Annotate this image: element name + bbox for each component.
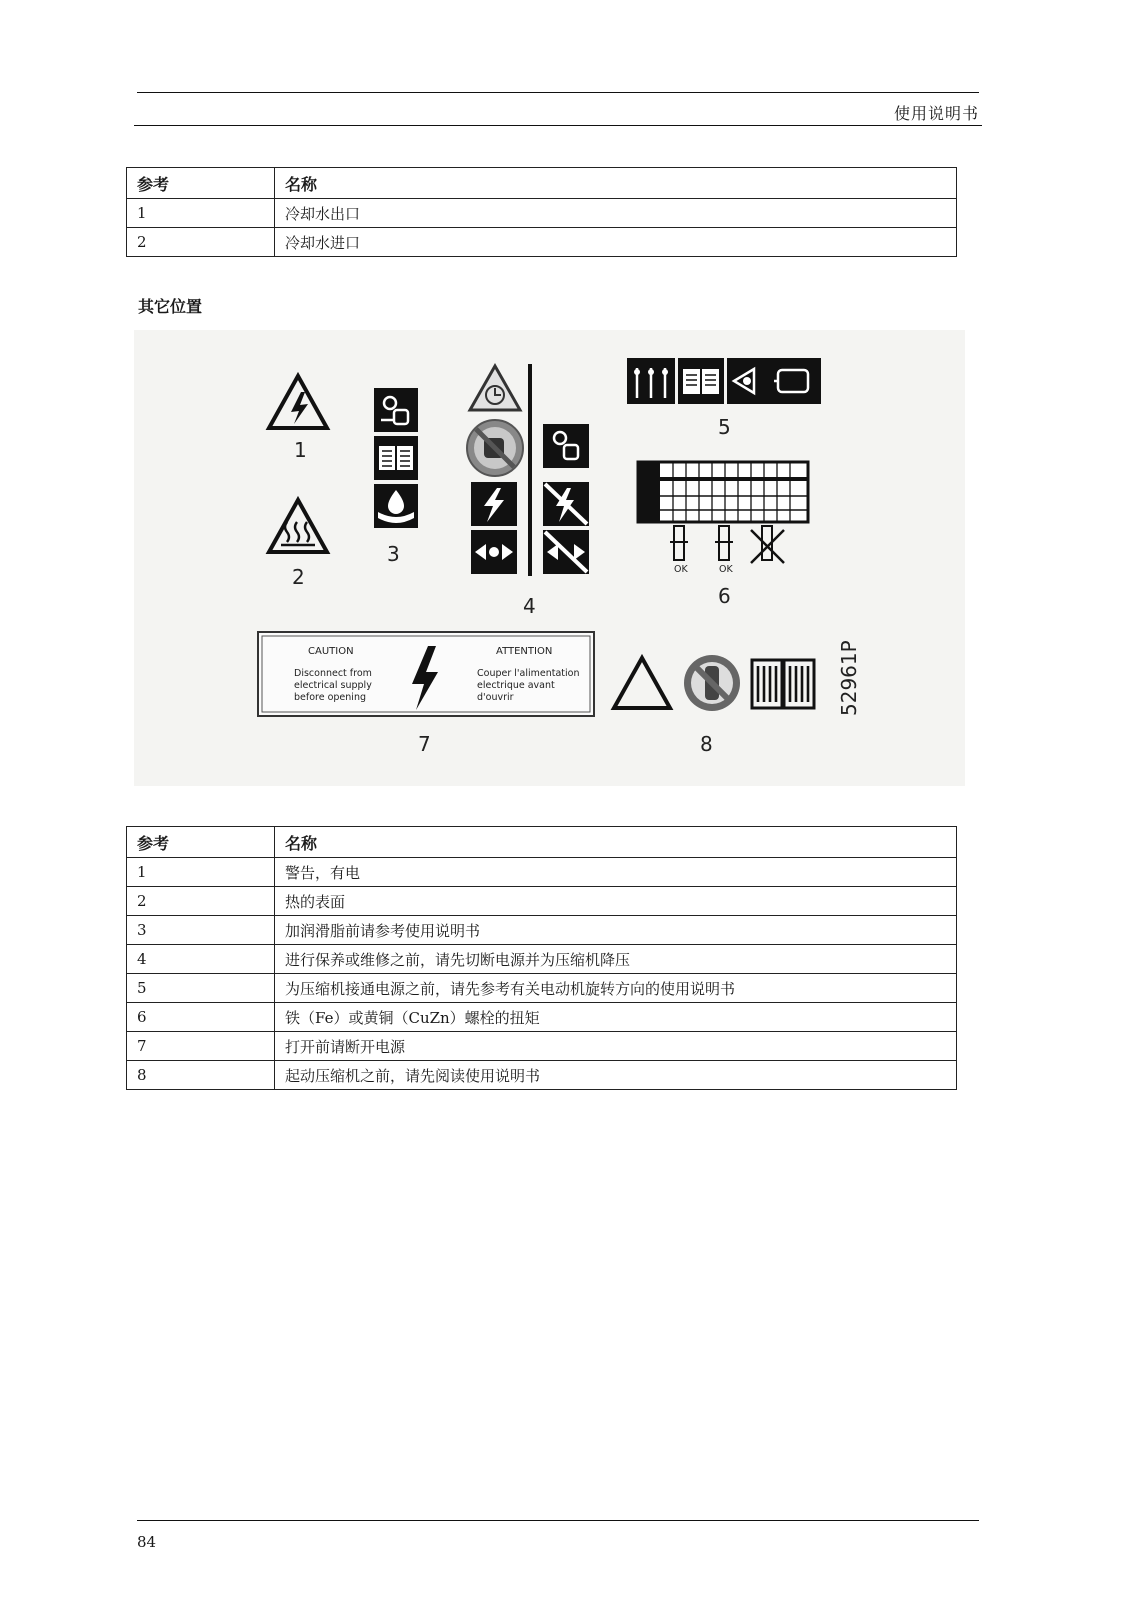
grease-drop-icon bbox=[374, 484, 418, 528]
pressure-on-icon bbox=[471, 530, 517, 574]
cell-ref: 1 bbox=[127, 858, 275, 887]
label-2: 2 bbox=[292, 565, 305, 589]
footer-rule bbox=[137, 1520, 979, 1521]
cell-ref: 8 bbox=[127, 1061, 275, 1090]
no-hands-icon bbox=[684, 655, 740, 711]
bolt-ok-icon bbox=[670, 526, 688, 560]
electric-on-icon bbox=[471, 482, 517, 526]
col-header-ref: 参考 bbox=[127, 168, 275, 199]
section-heading: 其它位置 bbox=[138, 297, 203, 316]
electric-off-icon bbox=[543, 482, 589, 526]
col-header-ref: 参考 bbox=[127, 827, 275, 858]
cell-ref: 2 bbox=[127, 228, 275, 257]
table-row bbox=[127, 1032, 957, 1061]
col-header-name: 名称 bbox=[275, 827, 957, 858]
manual-book-icon bbox=[752, 660, 814, 708]
page-number: 84 bbox=[137, 1533, 157, 1551]
torque-table-label bbox=[638, 462, 808, 522]
grease-hand-icon bbox=[543, 424, 589, 468]
attention-title: ATTENTION bbox=[496, 646, 553, 657]
labels-figure bbox=[134, 330, 965, 786]
grease-hand-icon bbox=[374, 388, 418, 432]
cell-ref: 5 bbox=[127, 974, 275, 1003]
caution-plate bbox=[258, 632, 594, 716]
cell-ref: 2 bbox=[127, 887, 275, 916]
coolant-table bbox=[126, 167, 957, 257]
table-header-row bbox=[127, 168, 957, 199]
bolt-ok-icon bbox=[715, 526, 733, 560]
table-row bbox=[127, 945, 957, 974]
pressure-warning-icon bbox=[470, 366, 520, 410]
caution-line: Disconnect from bbox=[294, 668, 372, 679]
attention-line: Couper l'alimentation bbox=[477, 668, 580, 679]
cell-name: 冷却水出口 bbox=[275, 199, 957, 228]
bolt-ok-text: OK bbox=[719, 564, 733, 575]
header-title: 使用说明书 bbox=[893, 104, 979, 123]
table-row bbox=[127, 887, 957, 916]
table-row bbox=[127, 1003, 957, 1032]
label-8: 8 bbox=[700, 732, 713, 756]
label-5: 5 bbox=[718, 415, 731, 439]
label-6: 6 bbox=[718, 584, 731, 608]
electric-warning-icon bbox=[269, 376, 327, 428]
label-1: 1 bbox=[294, 438, 307, 462]
warning-triangle-icon bbox=[614, 658, 670, 708]
labels-table bbox=[126, 826, 957, 1090]
header-rule-bottom bbox=[134, 125, 982, 126]
bolt-ok-text: OK bbox=[674, 564, 688, 575]
motor-rotation-label bbox=[627, 358, 821, 404]
cell-name: 进行保养或维修之前，请先切断电源并为压缩机降压 bbox=[275, 945, 957, 974]
table-row bbox=[127, 974, 957, 1003]
label-7: 7 bbox=[418, 732, 431, 756]
caution-title: CAUTION bbox=[308, 646, 354, 657]
table-row bbox=[127, 916, 957, 945]
cell-ref: 4 bbox=[127, 945, 275, 974]
table-row bbox=[127, 199, 957, 228]
cell-name: 冷却水进口 bbox=[275, 228, 957, 257]
header-rule-top bbox=[137, 92, 979, 93]
caution-line: before opening bbox=[294, 692, 366, 703]
hot-surface-icon bbox=[269, 500, 327, 552]
cell-ref: 6 bbox=[127, 1003, 275, 1032]
cell-ref: 1 bbox=[127, 199, 275, 228]
figure-code: 52961P bbox=[837, 640, 861, 716]
attention-line: d'ouvrir bbox=[477, 692, 514, 703]
cell-name: 为压缩机接通电源之前，请先参考有关电动机旋转方向的使用说明书 bbox=[275, 974, 957, 1003]
bolt-not-ok-icon bbox=[751, 526, 784, 563]
attention-line: electrique avant bbox=[477, 680, 555, 691]
table-row bbox=[127, 228, 957, 257]
pressure-off-icon bbox=[543, 530, 589, 574]
cell-name: 热的表面 bbox=[275, 887, 957, 916]
manual-book-icon bbox=[374, 436, 418, 480]
caution-line: electrical supply bbox=[294, 680, 372, 691]
cell-ref: 7 bbox=[127, 1032, 275, 1061]
table-row bbox=[127, 858, 957, 887]
cell-name: 加润滑脂前请参考使用说明书 bbox=[275, 916, 957, 945]
cell-ref: 3 bbox=[127, 916, 275, 945]
cell-name: 打开前请断开电源 bbox=[275, 1032, 957, 1061]
col-header-name: 名称 bbox=[275, 168, 957, 199]
cell-name: 起动压缩机之前，请先阅读使用说明书 bbox=[275, 1061, 957, 1090]
label-4: 4 bbox=[523, 594, 536, 618]
table-row bbox=[127, 1061, 957, 1090]
no-hands-icon bbox=[467, 420, 523, 476]
cell-name: 警告，有电 bbox=[275, 858, 957, 887]
cell-name: 铁（Fe）或黄铜（CuZn）螺栓的扭矩 bbox=[275, 1003, 957, 1032]
table-header-row bbox=[127, 827, 957, 858]
label-3: 3 bbox=[387, 542, 400, 566]
